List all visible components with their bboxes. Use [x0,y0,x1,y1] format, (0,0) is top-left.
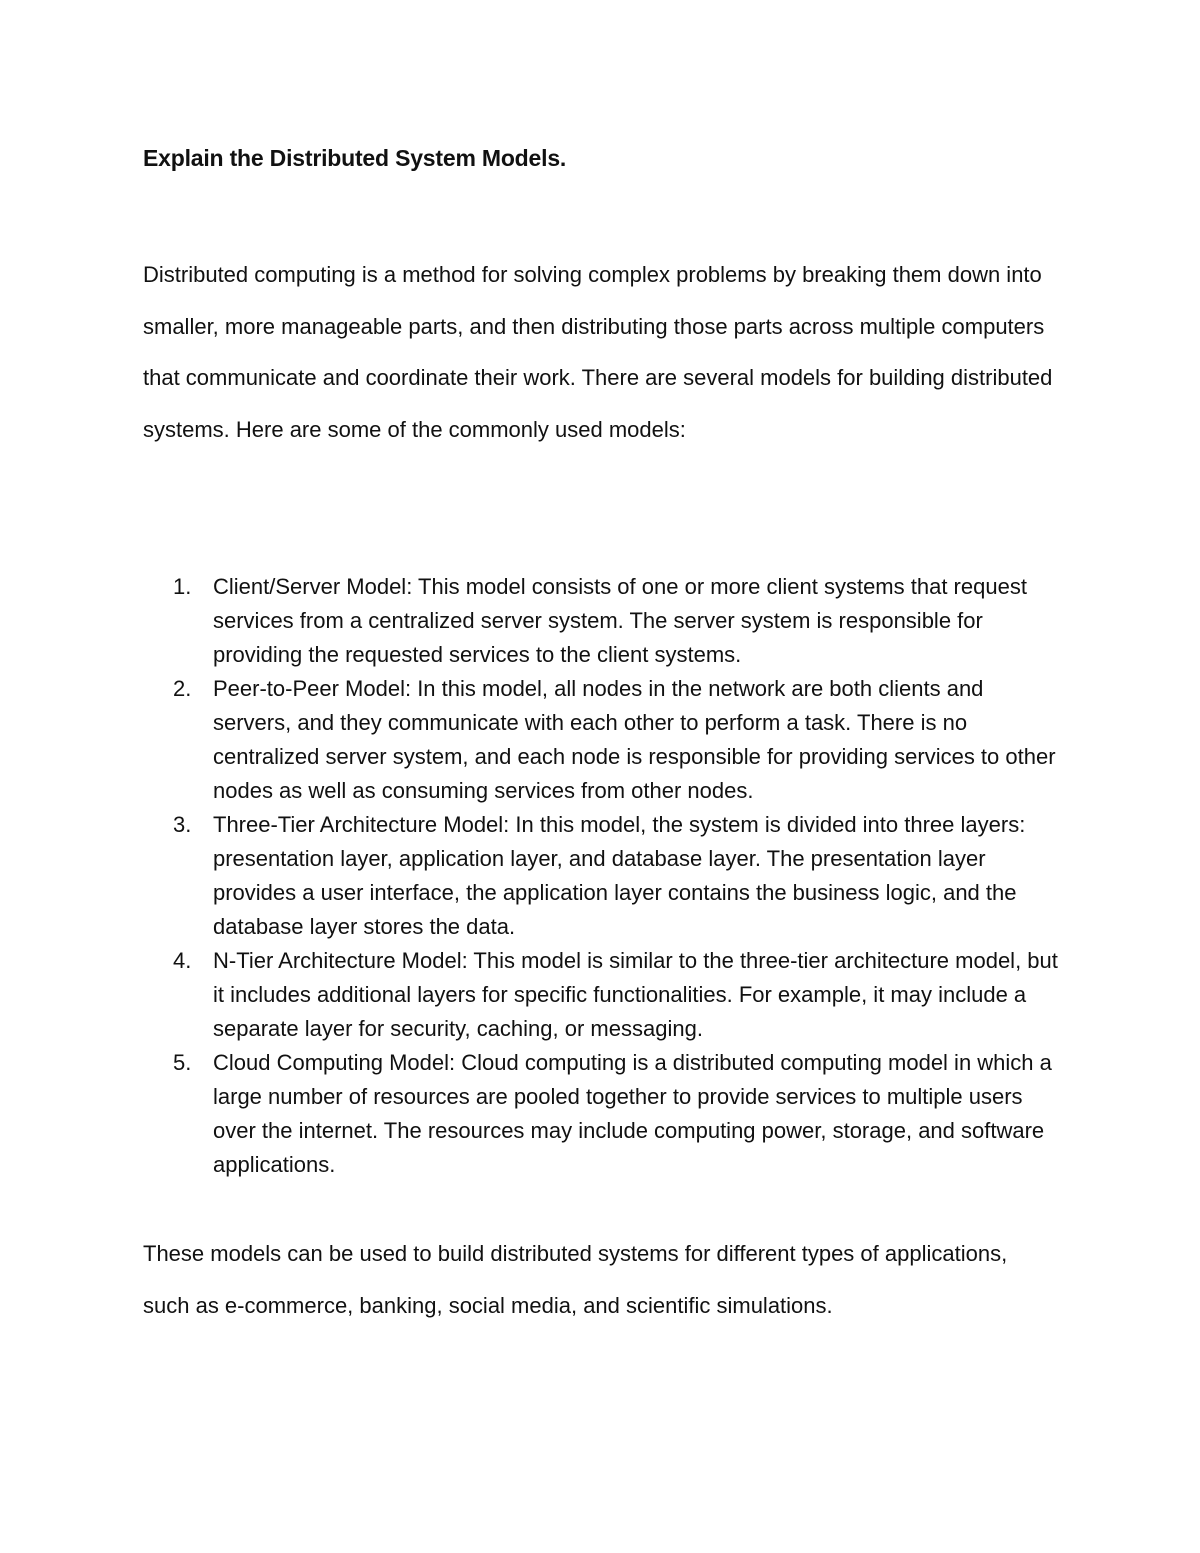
list-number: 1. [173,574,192,599]
list-number: 5. [173,1050,192,1075]
intro-paragraph: Distributed computing is a method for solving complex problems by breaking them down into smaller, more manageable parts, and then distributing those parts across multiple computers that communicate and coordinate their work. There are several models for building distributed systems. Here are some of the commonly used models: [143,262,1053,442]
list-item-text: Three-Tier Architecture Model: In this model, the system is divided into three layers: presentation layer, application layer, and database layer. The presentation layer provides a user interface, the application layer contains the business logic, and the database layer stores the data. [213,812,1026,939]
list-item-text: N-Tier Architecture Model: This model is similar to the three-tier architecture model, but it includes additional layers for specific functionalities. For example, it may include a separate layer for security, caching, or messaging. [213,948,1058,1041]
models-list [143,570,1063,1182]
list-item-text: Peer-to-Peer Model: In this model, all nodes in the network are both clients and servers, and they communicate with each other to perform a task. There is no centralized server system, and each node is responsible for providing services to other nodes as well as consuming services from other nodes. [213,676,1056,803]
conclusion-paragraph: These models can be used to build distributed systems for different types of applications, such as e-commerce, banking, social media, and scientific simulations. [143,1241,1008,1318]
list-number: 3. [173,812,192,837]
list-item-peer-to-peer [143,672,1063,808]
list-number: 2. [173,676,192,701]
list-item-three-tier [143,808,1063,944]
list-item-cloud-computing [143,1046,1063,1182]
list-item-text: Client/Server Model: This model consists of one or more client systems that request services from a centralized server system. The server system is responsible for providing the requested services to the client systems. [213,574,1027,667]
list-item-client-server [143,570,1063,672]
document-title: Explain the Distributed System Models. [143,145,567,171]
list-number: 4. [173,948,192,973]
list-item-text: Cloud Computing Model: Cloud computing is a distributed computing model in which a large number of resources are pooled together to provide services to multiple users over the internet. The resources may include computing power, storage, and software applications. [213,1050,1052,1177]
list-item-n-tier [143,944,1063,1046]
